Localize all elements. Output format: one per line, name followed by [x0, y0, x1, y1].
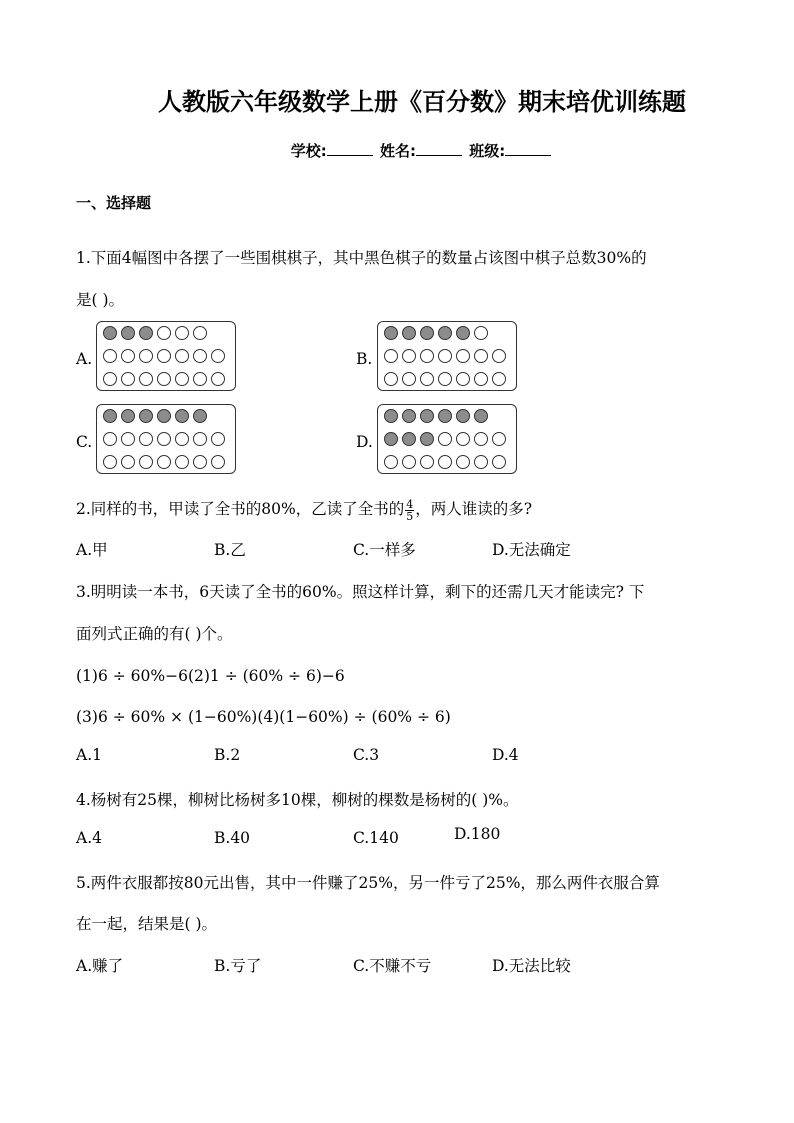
white-stone [157, 349, 171, 363]
q2-text [76, 497, 532, 522]
white-stone [175, 432, 189, 446]
black-stone [139, 409, 153, 423]
black-stone [121, 326, 135, 340]
white-stone [103, 432, 117, 446]
white-stone [384, 349, 398, 363]
white-stone [456, 432, 470, 446]
white-stone [474, 432, 488, 446]
go-board-a[interactable] [96, 321, 236, 391]
white-stone [175, 326, 189, 340]
white-stone [456, 349, 470, 363]
white-stone [474, 455, 488, 469]
q1-option-d-label: D. [356, 433, 373, 451]
q2-text-part1: 2.同样的书，甲读了全书的80%，乙读了全书的 [76, 500, 405, 518]
white-stone [175, 455, 189, 469]
white-stone [402, 372, 416, 386]
q5-text-line2: 在一起，结果是( )。 [76, 915, 218, 933]
white-stone [402, 455, 416, 469]
black-stone [121, 409, 135, 423]
black-stone [139, 326, 153, 340]
white-stone [438, 349, 452, 363]
q5-option-d[interactable]: D.无法比较 [492, 957, 571, 975]
white-stone [438, 372, 452, 386]
q1-option-c-label: C. [76, 433, 93, 451]
black-stone [384, 326, 398, 340]
q2-option-c[interactable]: C.一样多 [353, 541, 416, 559]
white-stone [456, 372, 470, 386]
white-stone [193, 326, 207, 340]
white-stone [139, 372, 153, 386]
white-stone [384, 455, 398, 469]
q2-text-part2: ，两人谁读的多? [415, 500, 533, 518]
q3-option-d[interactable]: D.4 [492, 746, 519, 764]
q5-option-b[interactable]: B.亏了 [214, 957, 262, 975]
white-stone [121, 432, 135, 446]
q2-option-b[interactable]: B.乙 [214, 541, 246, 559]
white-stone [121, 349, 135, 363]
black-stone [402, 326, 416, 340]
school-label: 学校: [290, 142, 327, 160]
white-stone [420, 349, 434, 363]
q1-option-b-label: B. [356, 350, 373, 368]
white-stone [402, 349, 416, 363]
black-stone [456, 409, 470, 423]
section-heading: 一、选择题 [76, 194, 152, 212]
go-board-c[interactable] [96, 404, 236, 474]
white-stone [492, 372, 506, 386]
q2-fraction-numerator: 4 [406, 497, 414, 511]
white-stone [420, 372, 434, 386]
white-stone [193, 455, 207, 469]
q3-text-line2: 面列式正确的有( )个。 [76, 625, 233, 643]
q2-fraction [405, 499, 414, 522]
white-stone [211, 372, 225, 386]
white-stone [384, 372, 398, 386]
black-stone [384, 432, 398, 446]
school-blank[interactable] [327, 141, 373, 156]
black-stone [157, 409, 171, 423]
q5-text-line1: 5.两件衣服都按80元出售，其中一件赚了25%，另一件亏了25%，那么两件衣服合算 [76, 874, 660, 892]
white-stone [193, 372, 207, 386]
white-stone [157, 326, 171, 340]
black-stone [402, 432, 416, 446]
q4-option-b[interactable]: B.40 [214, 829, 251, 847]
white-stone [420, 455, 434, 469]
white-stone [492, 349, 506, 363]
name-blank[interactable] [416, 141, 462, 156]
q4-text: 4.杨树有25棵，柳树比杨树多10棵，柳树的棵数是杨树的( )%。 [76, 791, 519, 809]
white-stone [157, 432, 171, 446]
white-stone [157, 372, 171, 386]
class-blank[interactable] [505, 141, 551, 156]
q3-expressions-1-2: (1)6 ÷ 60%−6(2)1 ÷ (60% ÷ 6)−6 [76, 667, 345, 685]
student-info [0, 140, 794, 161]
white-stone [175, 372, 189, 386]
white-stone [474, 372, 488, 386]
q3-option-c[interactable]: C.3 [353, 746, 380, 764]
q5-option-c[interactable]: C.不赚不亏 [353, 957, 432, 975]
q2-option-d[interactable]: D.无法确定 [492, 541, 571, 559]
q3-option-a[interactable]: A.1 [76, 746, 102, 764]
black-stone [456, 326, 470, 340]
white-stone [157, 455, 171, 469]
q3-text-line1: 3.明明读一本书，6天读了全书的60%。照这样计算，剩下的还需几天才能读完? 下 [76, 583, 645, 601]
q2-fraction-denominator: 5 [406, 509, 414, 523]
q1-text-line2: 是( )。 [76, 291, 125, 309]
white-stone [474, 349, 488, 363]
white-stone [474, 326, 488, 340]
black-stone [438, 326, 452, 340]
black-stone [420, 326, 434, 340]
white-stone [492, 455, 506, 469]
white-stone [211, 432, 225, 446]
black-stone [402, 409, 416, 423]
black-stone [193, 409, 207, 423]
white-stone [438, 455, 452, 469]
q1-text-line1: 1.下面4幅图中各摆了一些围棋棋子，其中黑色棋子的数量占该图中棋子总数30%的 [76, 249, 647, 267]
white-stone [175, 349, 189, 363]
black-stone [474, 409, 488, 423]
name-label: 姓名: [380, 142, 416, 160]
q5-option-a[interactable]: A.赚了 [76, 957, 124, 975]
white-stone [211, 455, 225, 469]
white-stone [193, 349, 207, 363]
black-stone [384, 409, 398, 423]
q4-option-d[interactable]: D.180 [454, 825, 501, 843]
q4-option-a[interactable]: A.4 [76, 829, 102, 847]
white-stone [139, 455, 153, 469]
q2-option-a[interactable]: A.甲 [76, 541, 108, 559]
q1-option-a-label: A. [76, 350, 93, 368]
white-stone [103, 349, 117, 363]
white-stone [211, 349, 225, 363]
white-stone [121, 455, 135, 469]
white-stone [438, 432, 452, 446]
black-stone [438, 409, 452, 423]
white-stone [139, 432, 153, 446]
go-board-d[interactable] [377, 404, 517, 474]
white-stone [103, 455, 117, 469]
white-stone [103, 372, 117, 386]
black-stone [420, 432, 434, 446]
class-label: 班级: [469, 142, 506, 160]
black-stone [103, 409, 117, 423]
black-stone [175, 409, 189, 423]
white-stone [456, 455, 470, 469]
black-stone [103, 326, 117, 340]
page-title: 人教版六年级数学上册《百分数》期末培优训练题 [158, 88, 686, 116]
white-stone [139, 349, 153, 363]
go-board-b[interactable] [377, 321, 517, 391]
q3-expressions-3-4: (3)6 ÷ 60% × (1−60%)(4)(1−60%) ÷ (60% ÷ 6) [76, 708, 451, 726]
white-stone [193, 432, 207, 446]
white-stone [492, 432, 506, 446]
q3-option-b[interactable]: B.2 [214, 746, 241, 764]
q4-option-c[interactable]: C.140 [353, 829, 399, 847]
white-stone [121, 372, 135, 386]
black-stone [420, 409, 434, 423]
